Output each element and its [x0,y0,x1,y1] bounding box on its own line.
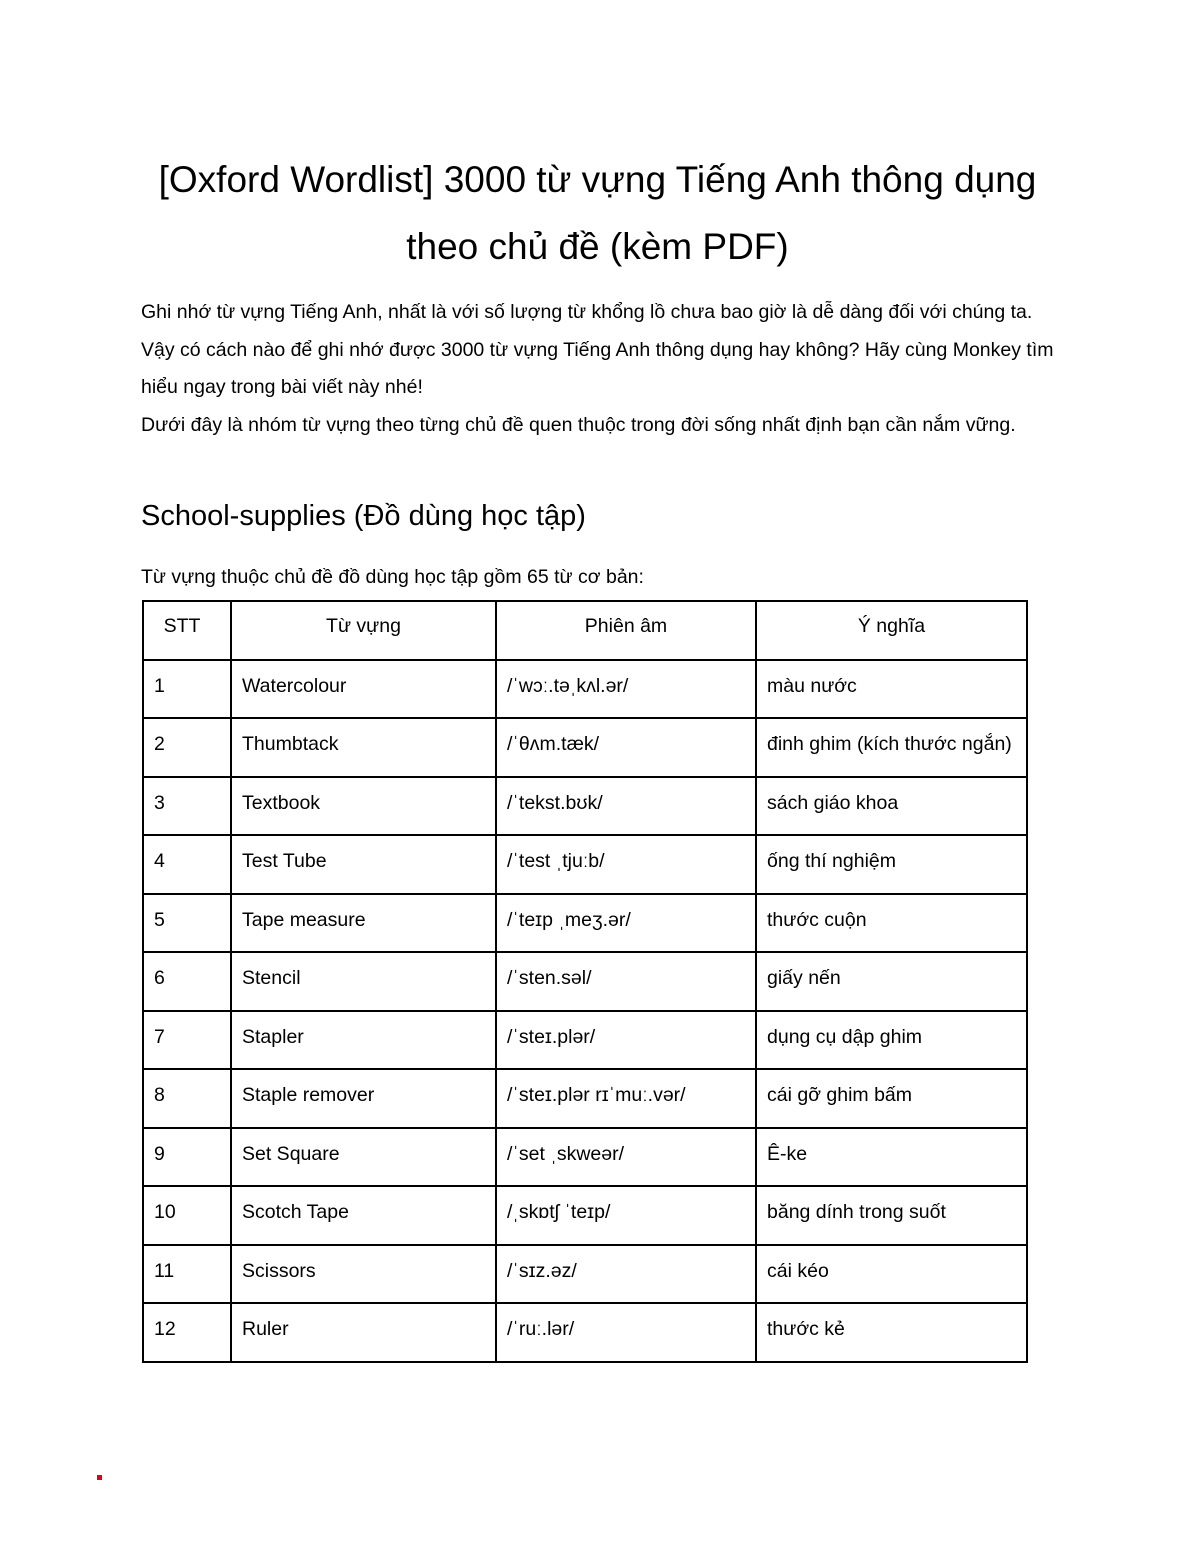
table-row [143,660,1027,719]
header-stt: STT [143,601,231,660]
cell-word: Staple remover [231,1069,496,1128]
cell-stt: 7 [143,1011,231,1070]
header-word: Từ vựng [231,601,496,660]
cell-word: Scissors [231,1245,496,1304]
cell-meaning: băng dính trong suốt [756,1186,1027,1245]
vocabulary-table [142,600,1028,1363]
cell-pronunciation: /ˈθʌm.tæk/ [496,718,756,777]
cell-word: Thumbtack [231,718,496,777]
table-row [143,1011,1027,1070]
cell-word: Set Square [231,1128,496,1187]
cell-word: Textbook [231,777,496,836]
intro-text [141,294,1061,444]
cell-meaning: cái gỡ ghim bấm [756,1069,1027,1128]
cell-meaning: màu nước [756,660,1027,719]
cell-meaning: cái kéo [756,1245,1027,1304]
cell-word: Watercolour [231,660,496,719]
table-row [143,835,1027,894]
cell-stt: 3 [143,777,231,836]
cell-stt: 11 [143,1245,231,1304]
cell-pronunciation: /ˈset ˌskweər/ [496,1128,756,1187]
cell-meaning: đinh ghim (kích thước ngắn) [756,718,1027,777]
cell-pronunciation: /ˈsɪz.əz/ [496,1245,756,1304]
section-heading: School-supplies (Đồ dùng học tập) [141,500,586,532]
cell-stt: 5 [143,894,231,953]
cell-word: Stapler [231,1011,496,1070]
cell-word: Ruler [231,1303,496,1362]
cell-pronunciation: /ˈtekst.bʊk/ [496,777,756,836]
cell-word: Scotch Tape [231,1186,496,1245]
cell-word: Test Tube [231,835,496,894]
cell-pronunciation: /ˈteɪp ˌmeʒ.ər/ [496,894,756,953]
cell-pronunciation: /ˌskɒtʃ ˈteɪp/ [496,1186,756,1245]
cell-pronunciation: /ˈsten.səl/ [496,952,756,1011]
table-row [143,777,1027,836]
table-row [143,952,1027,1011]
cell-meaning: ống thí nghiệm [756,835,1027,894]
table-row [143,1128,1027,1187]
cell-word: Stencil [231,952,496,1011]
cell-stt: 9 [143,1128,231,1187]
cell-meaning: dụng cụ dập ghim [756,1011,1027,1070]
table-caption: Từ vựng thuộc chủ đề đồ dùng học tập gồm 65 từ cơ bản: [141,566,644,588]
header-pronunciation: Phiên âm [496,601,756,660]
table-header-row [143,601,1027,660]
intro-paragraph-1: Ghi nhớ từ vựng Tiếng Anh, nhất là với số lượng từ khổng lồ chưa bao giờ là dễ dàng đối với chúng ta. Vậy có cách nào để ghi nhớ được 3000 từ vựng Tiếng Anh thông dụng hay không? Hãy cùng Monkey tìm hiểu ngay trong bài viết này nhé! [141,301,1054,398]
cell-stt: 1 [143,660,231,719]
red-dot-mark [97,1475,102,1480]
cell-stt: 2 [143,718,231,777]
table-row [143,894,1027,953]
cell-pronunciation: /ˈtest ˌtjuːb/ [496,835,756,894]
cell-pronunciation: /ˈsteɪ.plər/ [496,1011,756,1070]
cell-meaning: thước kẻ [756,1303,1027,1362]
header-meaning: Ý nghĩa [756,601,1027,660]
cell-stt: 12 [143,1303,231,1362]
cell-stt: 4 [143,835,231,894]
cell-meaning: sách giáo khoa [756,777,1027,836]
cell-meaning: Ê-ke [756,1128,1027,1187]
cell-meaning: thước cuộn [756,894,1027,953]
cell-pronunciation: /ˈwɔː.təˌkʌl.ər/ [496,660,756,719]
cell-stt: 6 [143,952,231,1011]
cell-stt: 10 [143,1186,231,1245]
cell-word: Tape measure [231,894,496,953]
table-row [143,1069,1027,1128]
page-title: [Oxford Wordlist] 3000 từ vựng Tiếng Anh thông dụng theo chủ đề (kèm PDF) [158,159,1037,267]
cell-stt: 8 [143,1069,231,1128]
table-row [143,1186,1027,1245]
cell-pronunciation: /ˈruː.lər/ [496,1303,756,1362]
table-row [143,1245,1027,1304]
table-row [143,718,1027,777]
cell-meaning: giấy nến [756,952,1027,1011]
cell-pronunciation: /ˈsteɪ.plər rɪˈmuː.vər/ [496,1069,756,1128]
table-row [143,1303,1027,1362]
intro-paragraph-2: Dưới đây là nhóm từ vựng theo từng chủ đề quen thuộc trong đời sống nhất định bạn cần nắm vững. [141,413,1016,436]
